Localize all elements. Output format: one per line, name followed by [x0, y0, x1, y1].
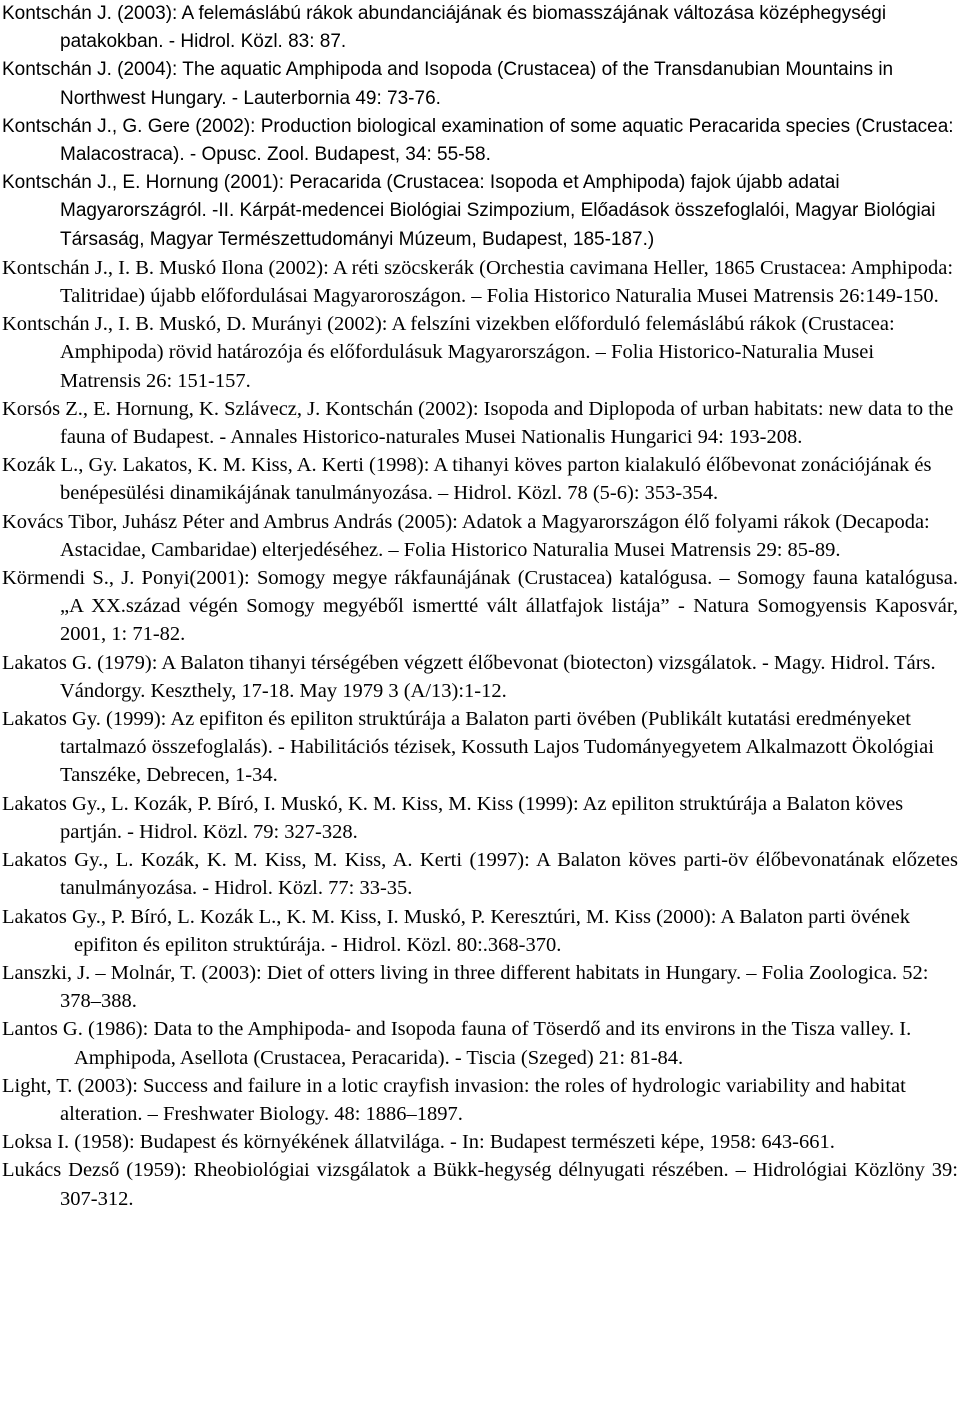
- reference-entry: Lakatos Gy., L. Kozák, P. Bíró, I. Muskó, K. M. Kiss, M. Kiss (1999): Az epiliton struktúrája a Balaton köves partján. - Hidrol. Közl. 79: 327-328.: [2, 792, 904, 843]
- reference-entry: Loksa I. (1958): Budapest és környékének állatvilága. - In: Budapest természeti képe, 1958: 643-661.: [2, 1131, 835, 1154]
- reference-entry: Körmendi S., J. Ponyi(2001): Somogy megye rákfaunájának (Crustacea) katalógusa. – Somogy fauna katalógusa. „A XX.század végén Somogy megyéből ismertté vált állatfajok listája” - Natura Somogyensis Kaposvár, 2001, 1: 71-82.: [2, 567, 958, 646]
- reference-entry: Light, T. (2003): Success and failure in a lotic crayfish invasion: the roles of hydrologic variability and habitat alteration. – Freshwater Biology. 48: 1886–1897.: [2, 1074, 906, 1125]
- reference-entry: Lakatos Gy. (1999): Az epifiton és epiliton struktúrája a Balaton parti övében (Publikált kutatási eredményeket tartalmazó összefoglalás). - Habilitációs tézisek, Kossuth Lajos Tudományegyetem Alkalmazott Ökológiai Tanszéke, Debrecen, 1-34.: [2, 708, 934, 787]
- reference-entry: Lakatos Gy., P. Bíró, L. Kozák L., K. M. Kiss, I. Muskó, P. Keresztúri, M. Kiss (2000): A Balaton parti övének epifiton és epiliton struktúrája. - Hidrol. Közl. 80:.368-370.: [2, 905, 910, 956]
- reference-entry: Kozák L., Gy. Lakatos, K. M. Kiss, A. Kerti (1998): A tihanyi köves parton kialakuló élőbevonat zonációjának és benépesülési dinamikájának tanulmányozása. – Hidrol. Közl. 78 (5-6): 353-354.: [2, 454, 932, 505]
- reference-entry: Lantos G. (1986): Data to the Amphipoda- and Isopoda fauna of Töserdő and its environs in the Tisza valley. I. Amphipoda, Asellota (Crustacea, Peracarida). - Tiscia (Szeged) 21: 81-84.: [2, 1018, 912, 1069]
- reference-entry: Kontschán J. (2004): The aquatic Amphipoda and Isopoda (Crustacea) of the Transdanubian Mountains in Northwest Hungary. - Lauterbornia 49: 73-76.: [2, 59, 894, 109]
- reference-entry: Korsós Z., E. Hornung, K. Szlávecz, J. Kontschán (2002): Isopoda and Diplopoda of urban habitats: new data to the fauna of Budapest. - Annales Historico-naturales Musei Nationalis Hungarici 94: 193-208.: [2, 397, 954, 449]
- reference-entry: Kontschán J., I. B. Muskó, D. Murányi (2002): A felszíni vizekben előforduló felemáslábú rákok (Crustacea: Amphipoda) rövid határozója és előfordulásuk Magyarországon. – Folia Historico-Naturalia Musei Matrensis 26: 151-157.: [2, 313, 895, 392]
- reference-entry: Kontschán J., G. Gere (2002): Production biological examination of some aquatic Peracarida species (Crustacea: Malacostraca). - Opusc. Zool. Budapest, 34: 55-58.: [2, 115, 954, 166]
- reference-entry: Lakatos Gy., L. Kozák, K. M. Kiss, M. Kiss, A. Kerti (1997): A Balaton köves parti-öv élőbevonatának előzetes tanulmányozása. - Hidrol. Közl. 77: 33-35.: [2, 849, 958, 900]
- reference-entry: Lakatos G. (1979): A Balaton tihanyi térségében végzett élőbevonat (biotecton) vizsgálatok. - Magy. Hidrol. Társ. Vándorgy. Keszthely, 17-18. May 1979 3 (A/13):1-12.: [2, 651, 936, 702]
- reference-entry: Lanszki, J. – Molnár, T. (2003): Diet of otters living in three different habitats in Hungary. – Folia Zoologica. 52: 378–388.: [2, 961, 929, 1013]
- reference-entry: Kovács Tibor, Juhász Péter and Ambrus András (2005): Adatok a Magyarországon élő folyami rákok (Decapoda: Astacidae, Cambaridae) elterjedéséhez. – Folia Historico Naturalia Musei Matrensis 29: 85-89.: [2, 510, 930, 561]
- reference-entry: Kontschán J. (2003): A felemáslábú rákok abundanciájának és biomasszájának változása középhegységi patakokban. - Hidrol. Közl. 83: 87.: [2, 3, 887, 53]
- reference-entry: Kontschán J., I. B. Muskó Ilona (2002): A réti szöcskerák (Orchestia cavimana Heller, 1865 Crustacea: Amphipoda: Talitridae) újabb előfordulásai Magyaroroszágon. – Folia Historico Naturalia Musei Matrensis 26:149-150.: [2, 256, 954, 308]
- reference-entry: Kontschán J., E. Hornung (2001): Peracarida (Crustacea: Isopoda et Amphipoda) fajok újabb adatai Magyarországról. -II. Kárpát-medencei Biológiai Szimpozium, Előadások összefoglalói, Magyar Biológiai Társaság, Magyar Természettudományi Múzeum, Budapest, 185-187.): [2, 172, 936, 250]
- reference-entry: Lukács Dezső (1959): Rheobiológiai vizsgálatok a Bükk-hegység délnyugati részében. – Hidrológiai Közlöny 39: 307-312.: [2, 1159, 958, 1210]
